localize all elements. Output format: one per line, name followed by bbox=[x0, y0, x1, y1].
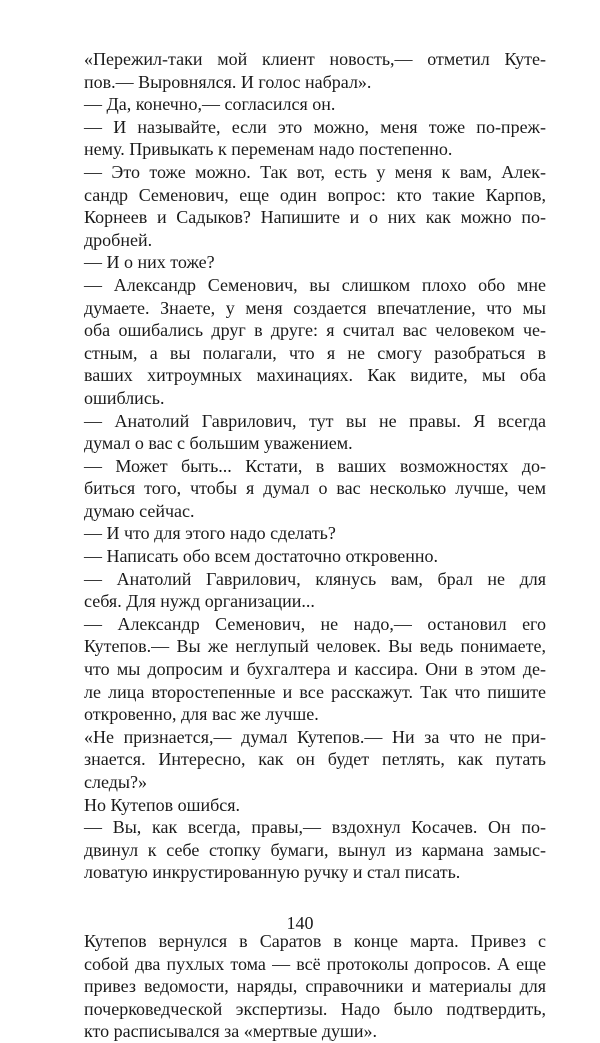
text-line: следы?» bbox=[84, 772, 147, 792]
text-line: привез ведомости, наряды, справочники и материалы для bbox=[84, 976, 546, 997]
text-line: — Александр Семенович, вы слишком плохо обо мне bbox=[84, 274, 546, 295]
text-line: — Да, конечно,— согласился он. bbox=[84, 94, 336, 115]
text-line: — Александр Семенович, не надо,— остановил его bbox=[84, 613, 546, 634]
text-line: откровенно, для вас же лучше. bbox=[84, 704, 319, 725]
text-line: — Может быть... Кстати, в ваших возможностях до- bbox=[84, 455, 546, 476]
text-line: ле лица второстепенные и все расскажут. Так что пишите bbox=[84, 681, 546, 702]
text-line: сандр Семенович, еще один вопрос: кто такие Карпов, bbox=[84, 184, 546, 205]
text-line: стным, а вы полагали, что я не смогу разобраться в bbox=[84, 342, 546, 363]
text-line: ловатую инкрустированную ручку и стал писать. bbox=[84, 862, 461, 883]
text-line: думаете. Знаете, у меня создается впечатление, что мы bbox=[84, 297, 546, 318]
text-line: ошиблись. bbox=[84, 387, 165, 408]
text-line: знается. Интересно, как он будет петлять, как путать bbox=[84, 749, 546, 770]
text-line: биться того, чтобы я думал о вас несколько лучше, чем bbox=[84, 478, 546, 499]
text-line: нему. Привыкать к переменам надо постепенно. bbox=[84, 139, 453, 160]
text-line: — Анатолий Гаврилович, клянусь вам, брал не для bbox=[84, 568, 546, 589]
text-line: — Это тоже можно. Так вот, есть у меня к вам, Алек- bbox=[84, 161, 546, 182]
text-line: дробней. bbox=[84, 229, 153, 250]
text-line: ваших хитроумных махинациях. Как видите, мы оба bbox=[84, 365, 546, 386]
page-number: 140 bbox=[286, 913, 314, 933]
narrative-section bbox=[84, 930, 546, 1043]
text-line: себя. Для нужд организации... bbox=[84, 591, 315, 612]
text-line: думал о вас с большим уважением. bbox=[84, 433, 353, 454]
text-line: оба ошибались друг в друге: я считал вас человеком че- bbox=[84, 320, 546, 341]
text-line: — Вы, как всегда, правы,— вздохнул Косачев. Он по- bbox=[84, 817, 546, 838]
text-line: что мы допросим и бухгалтера и кассира. Они в этом де- bbox=[84, 659, 546, 680]
text-line: Кутепов вернулся в Саратов в конце марта. Привез с bbox=[84, 930, 546, 951]
text-line: Кутепов.— Вы же неглупый человек. Вы ведь понимаете, bbox=[84, 636, 546, 657]
text-line: Корнеев и Садыков? Напишите и о них как можно по- bbox=[84, 207, 546, 228]
text-line: пов.— Выровнялся. И голос набрал». bbox=[84, 71, 372, 92]
text-line: — И что для этого надо сделать? bbox=[84, 523, 336, 544]
text-line: «Не признается,— думал Кутепов.— Ни за что не при- bbox=[84, 726, 546, 747]
text-line: — Анатолий Гаврилович, тут вы не правы. Я всегда bbox=[84, 410, 546, 431]
text-line: почерковедческой экспертизы. Надо было подтвердить, bbox=[84, 998, 546, 1019]
text-line: — И называйте, если это можно, меня тоже по-преж- bbox=[84, 116, 546, 137]
text-line: двинул к себе стопку бумаги, вынул из кармана замыс- bbox=[84, 839, 546, 860]
text-line: — И о них тоже? bbox=[84, 252, 215, 273]
text-line: кто расписывался за «мертвые души». bbox=[84, 1021, 377, 1042]
text-line: «Пережил-таки мой клиент новость,— отметил Куте- bbox=[84, 49, 546, 69]
text-line: думаю сейчас. bbox=[84, 500, 195, 521]
text-line: собой два пухлых тома — всё протоколы допросов. А еще bbox=[84, 953, 546, 974]
dialogue-section bbox=[84, 48, 546, 884]
text-line: — Написать обо всем достаточно откровенно. bbox=[84, 546, 439, 567]
text-line: Но Кутепов ошибся. bbox=[84, 794, 241, 815]
document-page bbox=[84, 48, 546, 1043]
